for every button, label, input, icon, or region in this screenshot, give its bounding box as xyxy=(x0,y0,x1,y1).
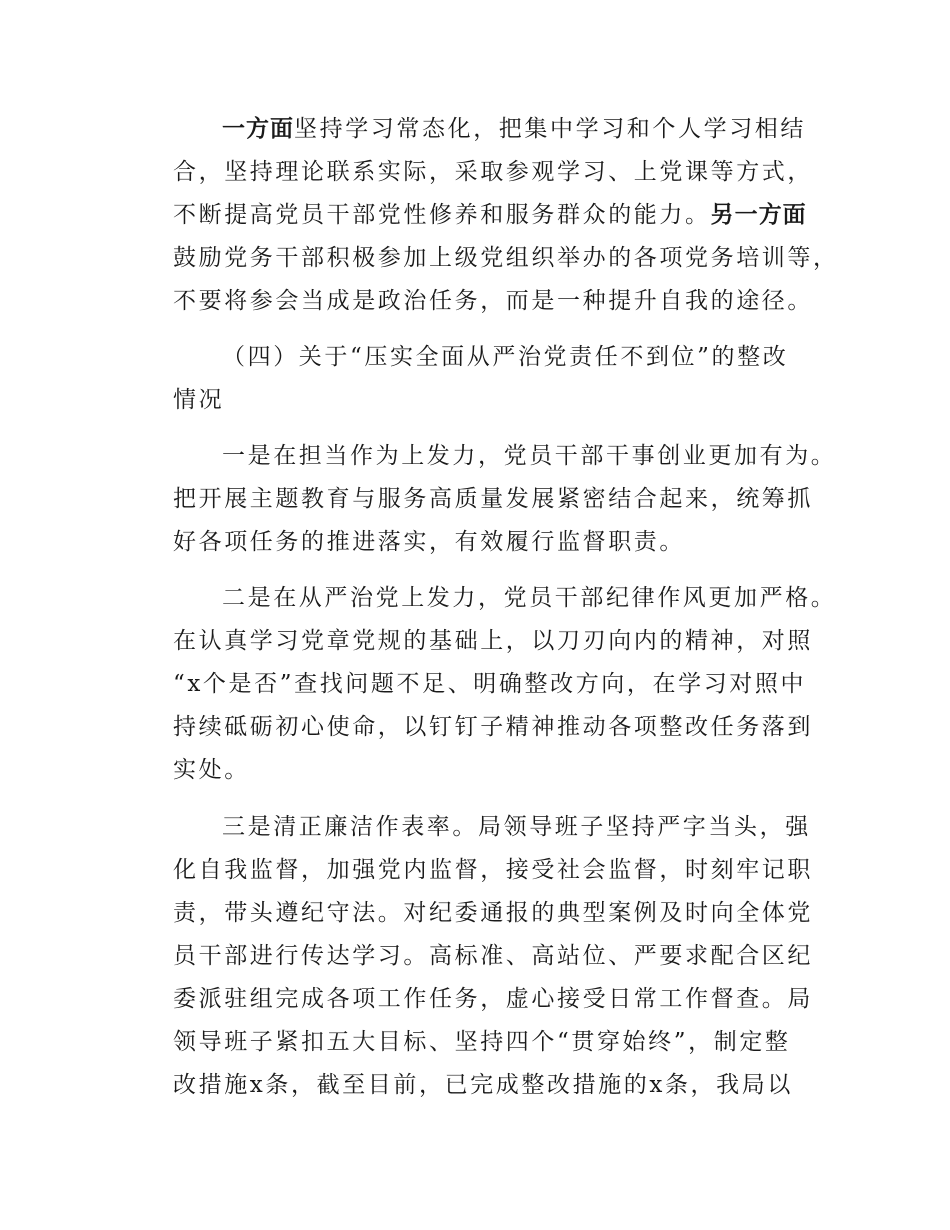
text-line: 改措施x条，截至目前，已完成整改措施的x条，我局以 xyxy=(173,1072,793,1098)
text-line: 好各项任务的推进落实，有效履行监督职责。 xyxy=(173,529,685,555)
section-heading-four xyxy=(173,336,813,422)
text-line: （四）关于“压实全面从严治党责任不到位”的整改 xyxy=(222,344,789,370)
paragraph-study-measures xyxy=(173,108,839,323)
text-line: 责，带头遵纪守法。对纪委通报的典型案例及时向全体党 xyxy=(173,900,813,926)
text-line: 二是在从严治党上发力，党员干部纪律作风更加严格。 xyxy=(222,585,837,611)
text-line xyxy=(173,194,813,237)
text-line: 不要将参会当成是政治任务，而是一种提升自我的途径。 xyxy=(173,288,813,314)
text-line: 在认真学习党章党规的基础上，以刀刃向内的精神，对照 xyxy=(173,628,813,654)
text-line: 委派驻组完成各项工作任务，虚心接受日常工作督查。局 xyxy=(173,986,813,1012)
text-line xyxy=(173,108,813,151)
text-line: 员干部进行传达学习。高标准、高站位、严要求配合区纪 xyxy=(173,943,813,969)
text-line: 化自我监督，加强党内监督，接受社会监督，时刻牢记职 xyxy=(173,857,813,883)
text-line: 鼓励党务干部积极参加上级党组织举办的各项党务培训等， xyxy=(173,245,839,271)
line-text: 不断提高党员干部党性修养和服务群众的能力。 xyxy=(173,202,711,228)
bold-lead-text: 一方面 xyxy=(222,116,294,142)
text-line: “x个是否”查找问题不足、明确整改方向，在学习对照中 xyxy=(173,671,807,697)
text-line: 情况 xyxy=(173,387,225,413)
text-line: 把开展主题教育与服务高质量发展紧密结合起来，统筹抓 xyxy=(173,486,813,512)
text-line: 领导班子紧扣五大目标、坚持四个“贯穿始终”，制定整 xyxy=(173,1029,791,1055)
text-line: 一是在担当作为上发力，党员干部干事创业更加有为。 xyxy=(222,443,837,469)
paragraph-point-one xyxy=(173,435,837,564)
paragraph-point-two xyxy=(173,577,837,792)
text-line: 三是清正廉洁作表率。局领导班子坚持严字当头，强 xyxy=(222,814,811,840)
text-line: 持续砥砺初心使命，以钉钉子精神推动各项整改任务落到 xyxy=(173,714,813,740)
bold-lead-text: 另一方面 xyxy=(710,202,807,228)
line-text: 坚持学习常态化，把集中学习和个人学习相结 xyxy=(294,116,806,142)
paragraph-point-three xyxy=(173,806,813,1107)
text-line: 实处。 xyxy=(173,757,250,783)
text-line: 合，坚持理论联系实际，采取参观学习、上党课等方式， xyxy=(173,159,813,185)
